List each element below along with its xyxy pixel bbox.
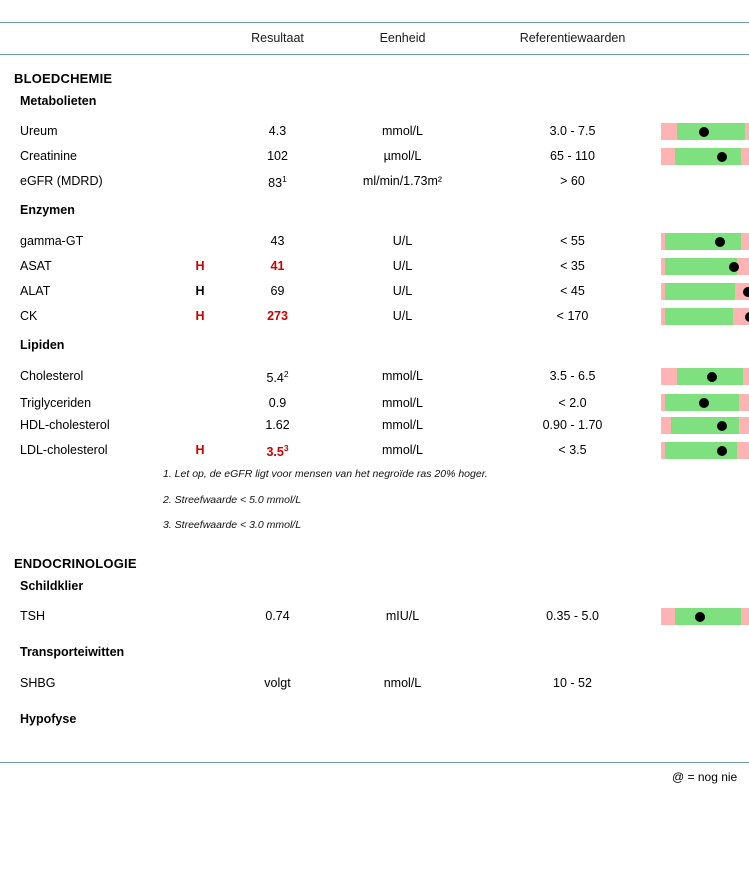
row-reference-creatinine: 65 - 110 [550,149,595,163]
gauge-range-asat [665,258,737,275]
footnote-1: 1. Let op, de eGFR ligt voor mensen van het negroïde ras 20% hoger. [163,468,488,480]
gauge-range-hdl [671,417,739,434]
row-label-creatinine: Creatinine [20,149,77,163]
gauge-range-alat [665,283,735,300]
row-reference-hdl: 0.90 - 1.70 [542,418,603,432]
row-unit-alat: U/L [392,284,413,298]
group-title-lipiden: Lipiden [20,338,65,352]
gauge-creatinine [661,148,749,165]
footnote-2: 2. Streefwaarde < 5.0 mmol/L [163,494,302,506]
gauge-triglyceriden [661,394,749,411]
row-value-egfr-footnote-ref: 1 [282,174,287,184]
row-reference-ck: < 170 [556,309,589,323]
row-label-hdl: HDL-cholesterol [20,418,110,432]
row-value-ldl-text: 3.5 [266,445,284,460]
row-label-ldl: LDL-cholesterol [20,443,108,457]
row-flag-alat: H [195,284,205,298]
gauge-cholesterol [661,368,749,385]
section-title-bloedchemie: BLOEDCHEMIE [14,71,113,86]
gauge-marker-ldl [717,446,727,456]
row-unit-ggt: U/L [392,234,413,248]
row-reference-alat: < 45 [560,284,585,298]
row-reference-ldl: < 3.5 [558,443,587,457]
gauge-ureum [661,123,749,140]
row-flag-asat: H [195,259,205,273]
row-value-hdl: 1.62 [265,418,290,432]
row-label-triglyceriden: Triglyceriden [20,396,92,410]
row-reference-cholesterol: 3.5 - 6.5 [549,369,596,383]
row-value-cholesterol [215,369,340,385]
gauge-marker-ureum [699,127,709,137]
row-reference-egfr: > 60 [560,174,585,188]
row-unit-hdl: mmol/L [382,418,423,432]
gauge-marker-triglyceriden [699,398,709,408]
group-title-hypofyse: Hypofyse [20,712,77,726]
gauge-tsh [661,608,749,625]
section-title-endocrinologie: ENDOCRINOLOGIE [14,556,137,571]
row-value-shbg: volgt [264,676,291,690]
footnote-3: 3. Streefwaarde < 3.0 mmol/L [163,519,302,531]
gauge-ldl [661,442,749,459]
row-value-ldl-footnote-ref: 3 [283,443,289,453]
row-value-ureum: 4.3 [268,124,287,138]
gauge-marker-creatinine [717,152,727,162]
row-unit-ldl: mmol/L [382,443,423,457]
footer-divider [0,762,749,763]
group-title-metabolieten: Metabolieten [20,94,97,108]
legend-note: @ = nog nie [672,770,738,784]
gauge-range-ureum [677,123,745,140]
row-flag-ldl: H [195,443,205,457]
gauge-asat [661,258,749,275]
row-value-tsh: 0.74 [265,609,290,623]
row-unit-cholesterol: mmol/L [382,369,423,383]
row-label-ck: CK [20,309,38,323]
row-reference-shbg: 10 - 52 [553,676,592,690]
row-label-tsh: TSH [20,609,45,623]
group-title-transporteiwitten: Transporteiwitten [20,645,125,659]
row-unit-shbg: nmol/L [383,676,422,690]
row-label-asat: ASAT [20,259,52,273]
gauge-marker-ggt [715,237,725,247]
group-title-schildklier: Schildklier [20,579,84,593]
gauge-range-tsh [675,608,741,625]
row-unit-triglyceriden: mmol/L [382,396,423,410]
gauge-alat [661,283,749,300]
gauge-range-creatinine [675,148,741,165]
row-reference-asat: < 35 [560,259,585,273]
row-value-ggt: 43 [270,234,285,248]
column-header-reference: Referentiewaarden [519,31,626,45]
row-unit-tsh: mIU/L [385,609,420,623]
row-label-ggt: gamma-GT [20,234,84,248]
gauge-marker-alat [743,287,749,297]
gauge-range-ggt [665,233,741,250]
row-value-egfr-text: 83 [268,176,283,191]
gauge-marker-tsh [695,612,705,622]
row-label-cholesterol: Cholesterol [20,369,84,383]
row-unit-asat: U/L [392,259,413,273]
row-reference-triglyceriden: < 2.0 [558,396,587,410]
gauge-range-ck [665,308,733,325]
row-reference-ggt: < 55 [560,234,585,248]
row-value-ldl [215,443,340,459]
header-divider [0,54,749,55]
row-label-alat: ALAT [20,284,51,298]
gauge-hdl [661,417,749,434]
row-value-creatinine: 102 [267,149,288,163]
column-header-unit: Eenheid [379,31,426,45]
gauge-marker-ck [745,312,749,322]
gauge-marker-asat [729,262,739,272]
row-unit-ureum: mmol/L [382,124,423,138]
gauge-marker-hdl [717,421,727,431]
row-value-asat: 41 [270,259,285,273]
row-value-cholesterol-text: 5.4 [266,371,284,386]
row-value-cholesterol-footnote-ref: 2 [283,369,289,379]
row-value-egfr [215,174,340,190]
top-divider [0,22,749,23]
row-label-egfr: eGFR (MDRD) [20,174,103,188]
gauge-marker-cholesterol [707,372,717,382]
row-unit-ck: U/L [392,309,413,323]
gauge-ck [661,308,749,325]
group-title-enzymen: Enzymen [20,203,75,217]
row-label-ureum: Ureum [20,124,58,138]
column-header-result: Resultaat [251,31,304,45]
row-reference-ureum: 3.0 - 7.5 [549,124,596,138]
row-reference-tsh: 0.35 - 5.0 [546,609,599,623]
row-label-shbg: SHBG [20,676,56,690]
row-value-alat: 69 [270,284,285,298]
row-value-triglyceriden: 0.9 [268,396,287,410]
row-value-ck: 273 [267,309,288,323]
row-flag-ck: H [195,309,205,323]
gauge-ggt [661,233,749,250]
row-unit-creatinine: µmol/L [383,149,422,163]
row-unit-egfr: ml/min/1.73m² [362,174,443,188]
